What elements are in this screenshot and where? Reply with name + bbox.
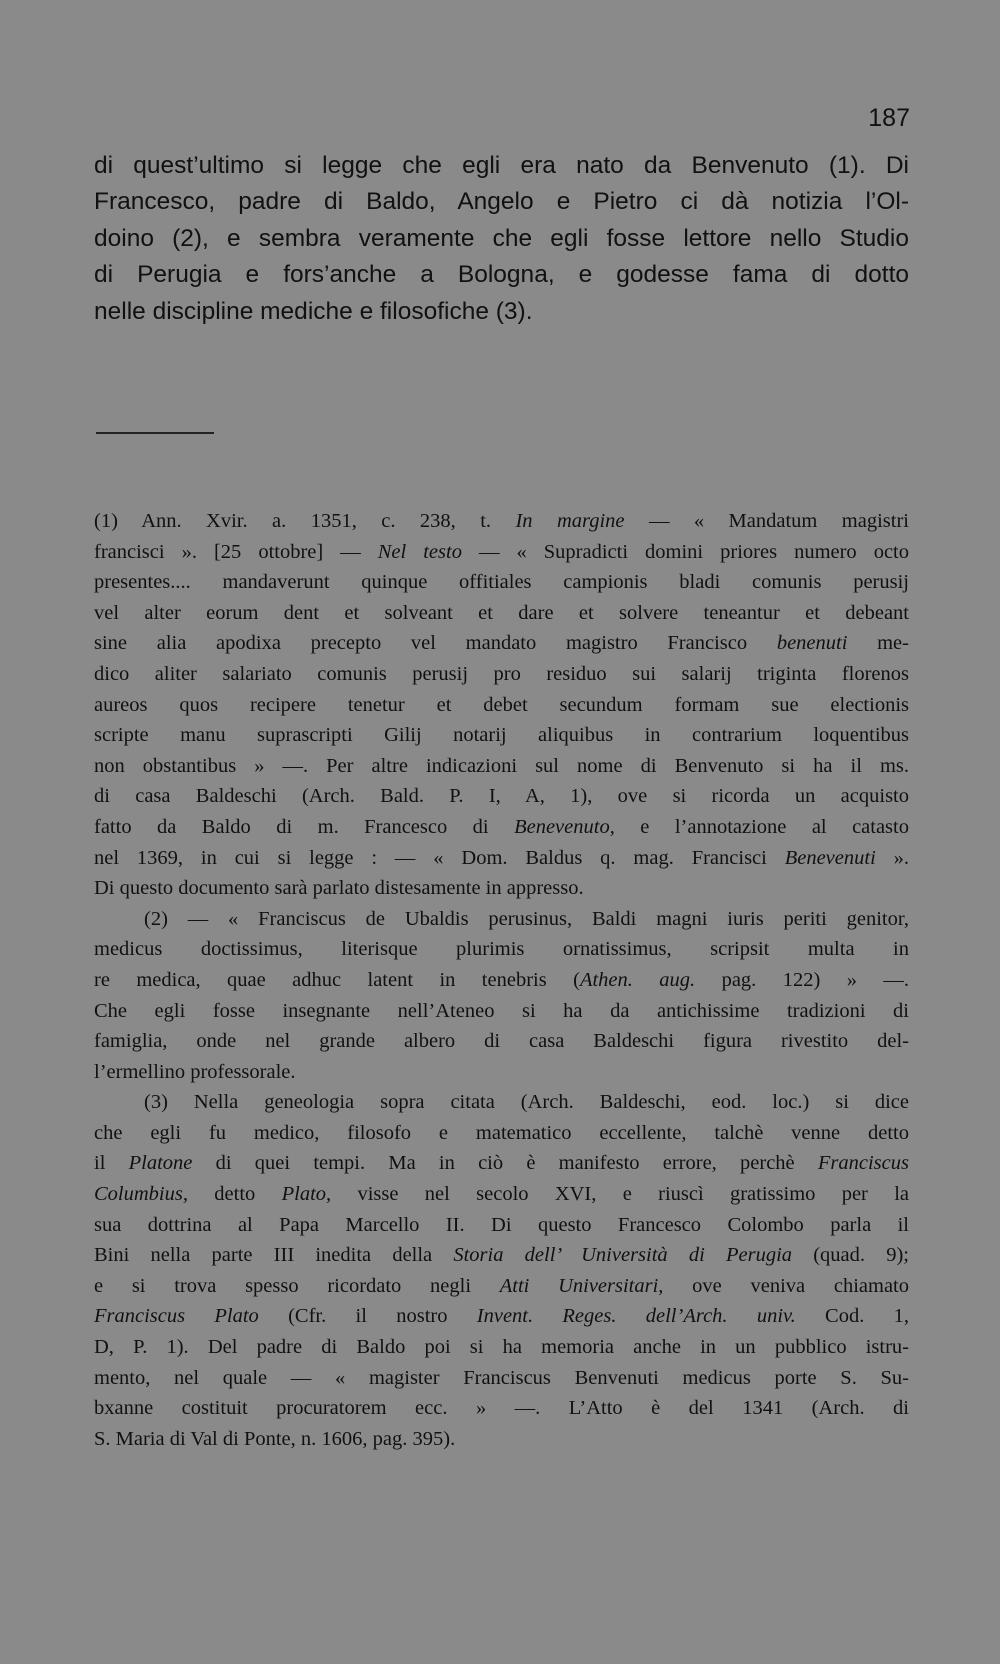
footnote-line: [94, 873, 909, 904]
footnote-text: l’ermellino professorale.: [94, 1060, 296, 1083]
footnote-text: fatto da Baldo di m. Francesco di: [94, 815, 515, 838]
footnote-text: famiglia, onde nel grande albero di casa Baldeschi figura rivestito del-: [94, 1030, 909, 1053]
footnote-line: [94, 1148, 909, 1179]
footnote-text: vel alter eorum dent et solveant et dare et solvere teneantur et debeant: [94, 601, 909, 624]
footnote-italic-text: Invent. Reges. dell’Arch. univ.: [476, 1305, 796, 1328]
footnote-text: S. Maria di Val di Ponte, n. 1606, pag. 395).: [94, 1427, 456, 1450]
footnote-italic-text: Platone: [128, 1152, 193, 1175]
page-number: 187: [868, 104, 910, 132]
main-text: [94, 148, 909, 330]
footnote-line: [94, 537, 909, 568]
footnote-text: Cod. 1,: [795, 1305, 909, 1328]
body-text-line: di Perugia e fors’anche a Bologna, e godesse fama di dotto: [94, 261, 909, 289]
footnote-text: sua dottrina al Papa Marcello II. Di questo Francesco Colombo parla il: [94, 1213, 909, 1236]
footnote-line: [94, 904, 909, 935]
footnote-text: (3) Nella geneologia sopra citata (Arch. Baldeschi, eod. loc.) si dice: [144, 1091, 909, 1114]
footnote-text: visse nel secolo XVI, e riuscì gratissimo per la: [331, 1183, 909, 1206]
footnote-text: medicus doctissimus, literisque plurimis ornatissimus, scripsit multa in: [94, 938, 909, 961]
footnote-text: me-: [847, 632, 909, 655]
footnote-line: [94, 934, 909, 965]
body-text-line: di quest’ultimo si legge che egli era nato da Benvenuto (1). Di: [94, 152, 909, 179]
footnote-line: [94, 506, 909, 537]
body-text-line: nelle discipline mediche e filosofiche (3).: [94, 297, 533, 325]
footnote-text: non obstantibus » —. Per altre indicazioni sul nome di Benvenuto si ha il ms.: [94, 754, 909, 777]
footnote-text: detto: [187, 1183, 282, 1206]
footnote-italic-text: Benevenuto,: [514, 815, 615, 838]
footnote-italic-text: In margine: [515, 510, 625, 532]
footnote-text: re medica, quae adhuc latent in tenebris (: [94, 968, 580, 991]
footnote-text: nel 1369, in cui si legge : — « Dom. Baldus q. mag. Francisci: [94, 846, 785, 869]
footnote-text: e si trova spesso ricordato negli: [94, 1274, 500, 1297]
footnote-line: [94, 1118, 909, 1149]
footnote-italic-text: Storia dell’ Università di Perugia: [453, 1244, 793, 1267]
footnote-text: (1) Ann. Xvir. a. 1351, c. 238, t.: [94, 510, 516, 532]
footnote-text: aureos quos recipere tenetur et debet secundum formam sue electionis: [94, 693, 909, 716]
footnote-line: [94, 1179, 909, 1210]
footnote-text: — « Mandatum magistri: [624, 510, 909, 532]
footnote-line: [94, 965, 909, 996]
body-text-line: Francesco, padre di Baldo, Angelo e Pietro ci dà notizia l’Ol-: [94, 188, 909, 216]
footnote-text: D, P. 1). Del padre di Baldo poi si ha memoria anche in un pubblico istru-: [94, 1336, 909, 1359]
footnote-text: presentes.... mandaverunt quinque offitiales campionis bladi comunis perusij: [94, 571, 909, 594]
footnote-italic-text: Franciscus: [817, 1152, 909, 1175]
footnote-text: — « Supradicti domini priores numero octo: [461, 540, 909, 563]
footnote-text: francisci ». [25 ottobre] —: [94, 540, 378, 563]
footnote-text: di casa Baldeschi (Arch. Bald. P. I, A, 1), ove si ricorda un acquisto: [94, 785, 909, 808]
footnote-line: [94, 628, 909, 659]
footnote-line: [94, 598, 909, 629]
footnote-line: [94, 1271, 909, 1302]
footnote-line: [94, 659, 909, 690]
body-text-line: doino (2), e sembra veramente che egli fosse lettore nello Studio: [94, 224, 909, 252]
footnote-line: [94, 1057, 909, 1088]
footnote-text: Di questo documento sarà parlato distesamente in appresso.: [94, 877, 584, 900]
footnote-italic-text: benenuti: [776, 632, 848, 655]
footnote-text: di quei tempi. Ma in ciò è manifesto errore, perchè: [192, 1152, 818, 1175]
footnote-line: [94, 1332, 909, 1363]
footnote-italic-text: Columbius,: [94, 1183, 188, 1206]
footnote-italic-text: Franciscus Plato: [94, 1305, 259, 1328]
footnote-text: dico aliter salariato comunis perusij pro residuo sui salarij triginta florenos: [94, 662, 909, 685]
footnote-line: [94, 567, 909, 598]
footnote-text: ».: [875, 846, 909, 869]
footnote-italic-text: Benevenuti: [784, 846, 876, 869]
footnote-text: (quad. 9);: [792, 1244, 909, 1267]
footnote-line: [94, 781, 909, 812]
footnotes: [94, 506, 909, 1454]
footnote-text: sine alia apodixa precepto vel mandato magistro Francisco: [94, 632, 777, 655]
footnote-text: che egli fu medico, filosofo e matematico eccellente, talchè venne detto: [94, 1121, 909, 1144]
footnote-italic-text: Atti Universitari,: [499, 1274, 664, 1297]
footnote-line: [94, 1210, 909, 1241]
footnote-line: [94, 690, 909, 721]
footnote-text: (2) — « Franciscus de Ubaldis perusinus, Baldi magni iuris periti genitor,: [144, 907, 909, 930]
footnote-text: Bini nella parte III inedita della: [94, 1244, 454, 1267]
footnote-italic-text: Athen. aug.: [579, 968, 696, 991]
footnote-text: mento, nel quale — « magister Franciscus Benvenuti medicus porte S. Su-: [94, 1366, 909, 1389]
footnote-separator: [96, 432, 214, 434]
footnote-line: [94, 720, 909, 751]
footnote-line: [94, 1240, 909, 1271]
footnote-italic-text: Nel testo: [377, 540, 462, 563]
footnote-line: [94, 812, 909, 843]
footnote-line: [94, 1393, 909, 1424]
footnote-text: bxanne costituit procuratorem ecc. » —. L’Atto è del 1341 (Arch. di: [94, 1397, 909, 1420]
footnote-italic-text: Plato,: [281, 1183, 332, 1206]
footnote-line: [94, 1363, 909, 1394]
footnote-line: [94, 1301, 909, 1332]
footnote-text: il: [94, 1152, 129, 1175]
footnote-text: pag. 122) » —.: [695, 968, 909, 991]
footnote-line: [94, 751, 909, 782]
footnote-text: scripte manu suprascripti Gilij notarij aliquibus in contrarium loquentibus: [94, 724, 909, 747]
footnote-text: e l’annotazione al catasto: [614, 815, 909, 838]
footnote-line: [94, 1424, 909, 1455]
footnote-line: [94, 1087, 909, 1118]
footnote-text: Che egli fosse insegnante nell’Ateneo si ha da antichissime tradizioni di: [94, 999, 909, 1022]
footnote-line: [94, 996, 909, 1027]
footnote-line: [94, 1026, 909, 1057]
footnote-line: [94, 843, 909, 874]
footnote-text: (Cfr. il nostro: [258, 1305, 477, 1328]
footnote-text: ove veniva chiamato: [663, 1274, 909, 1297]
